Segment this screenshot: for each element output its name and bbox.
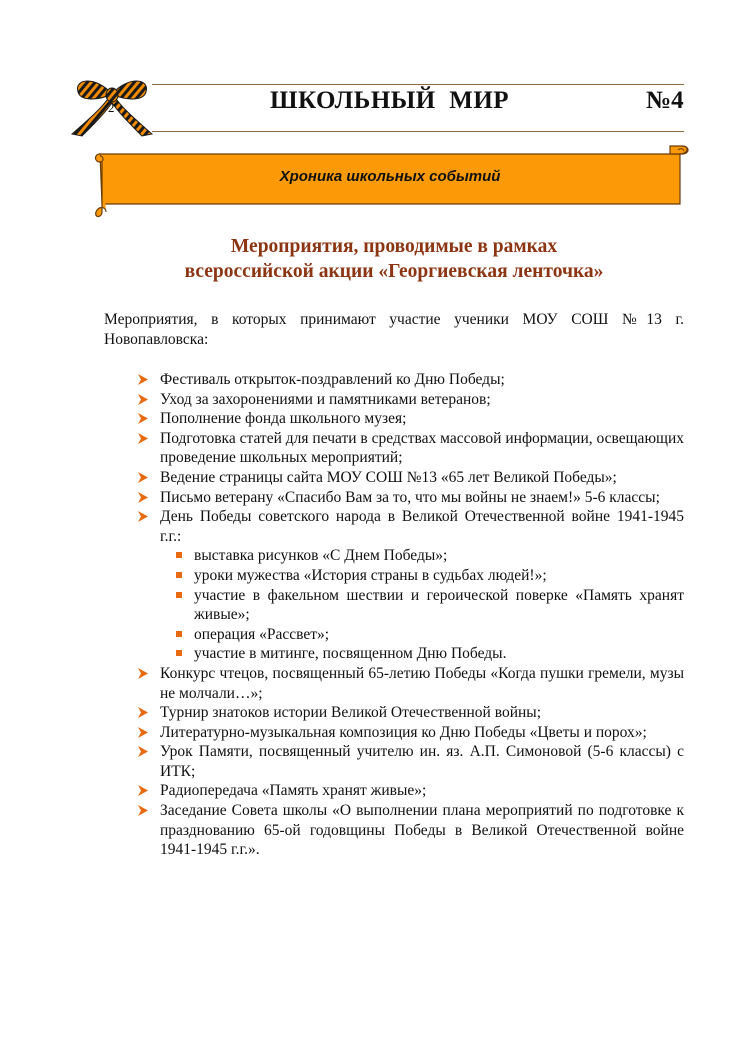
arrow-bullet-icon: [138, 492, 148, 503]
list-item: Конкурс чтецов, посвященный 65-летию Победы «Когда пушки гремели, музы не молчали…»;: [104, 664, 684, 703]
section-title: Хроника школьных событий: [279, 168, 501, 185]
header-bottom-rule: [152, 131, 684, 132]
list-item: Заседание Совета школы «О выполнении плана мероприятий по подготовке к празднованию 65-ой годовщины Победы в Великой Отечественной войне 1941-1945 г.г.».: [104, 801, 684, 860]
arrow-bullet-icon: [138, 472, 148, 483]
sub-list-item: участие в факельном шествии и героической поверке «Память хранят живые»;: [104, 586, 684, 625]
arrow-bullet-icon: [138, 707, 148, 718]
list-item: Урок Памяти, посвященный учителю ин. яз. А.П. Симоновой (5-6 классы) с ИТК;: [104, 742, 684, 781]
square-bullet-icon: [176, 552, 182, 558]
arrow-bullet-icon: [138, 433, 148, 444]
page-number: 2: [108, 100, 115, 115]
headline-line-1: Мероприятия, проводимые в рамках: [230, 236, 558, 257]
sub-list-item: участие в митинге, посвященном Дню Победы.: [104, 644, 684, 664]
square-bullet-icon: [176, 592, 182, 598]
article-intro: Мероприятия, в которых принимают участие ученики МОУ СОШ №13 г. Новопавловска:: [104, 311, 684, 348]
list-item: Турнир знатоков истории Великой Отечественной войны;: [104, 703, 684, 723]
arrow-bullet-icon: [138, 413, 148, 424]
headline-line-2: всероссийской акции «Георгиевская ленточка»: [184, 261, 604, 282]
list-item: Уход за захоронениями и памятниками ветеранов;: [104, 390, 684, 410]
arrow-bullet-icon: [138, 668, 148, 679]
header-top-rule: [152, 84, 684, 85]
sub-list-item: выставка рисунков «С Днем Победы»;: [104, 546, 684, 566]
list-item: Радиопередача «Память хранят живые»;: [104, 781, 684, 801]
square-bullet-icon: [176, 572, 182, 578]
square-bullet-icon: [176, 650, 182, 656]
events-list: [104, 370, 684, 860]
list-item: Письмо ветерану «Спасибо Вам за то, что мы войны не знаем!» 5-6 классы;: [104, 488, 684, 508]
arrow-bullet-icon: [138, 727, 148, 738]
victory-day-sublist: [160, 546, 684, 664]
arrow-bullet-icon: [138, 805, 148, 816]
list-item: Пополнение фонда школьного музея;: [104, 409, 684, 429]
list-item: Литературно-музыкальная композиция ко Дню Победы «Цветы и порох»;: [104, 723, 684, 743]
arrow-bullet-icon: [138, 394, 148, 405]
list-item: Фестиваль открыток-поздравлений ко Дню Победы;: [104, 370, 684, 390]
list-item: Ведение страницы сайта МОУ СОШ №13 «65 лет Великой Победы»;: [104, 468, 684, 488]
magazine-title: ШКОЛЬНЫЙ МИР: [270, 87, 510, 114]
sub-list-item: операция «Рассвет»;: [104, 625, 684, 645]
list-item: День Победы советского народа в Великой Отечественной войне 1941-1945 г.г.: выставка рисунков «С Днем Победы»; уроки мужества «История страны в судьбах людей!»; участие в факельном шествии и героической поверке «Память хранят живые»; операция «Рассвет»; участие в митинге, посвященном Дню Победы.: [104, 507, 684, 664]
list-item: Подготовка статей для печати в средствах массовой информации, освещающих проведение школьных мероприятий;: [104, 429, 684, 468]
arrow-bullet-icon: [138, 785, 148, 796]
issue-number: №4: [646, 87, 684, 114]
arrow-bullet-icon: [138, 511, 148, 522]
arrow-bullet-icon: [138, 746, 148, 757]
sub-list-item: уроки мужества «История страны в судьбах людей!»;: [104, 566, 684, 586]
arrow-bullet-icon: [138, 374, 148, 385]
square-bullet-icon: [176, 631, 182, 637]
article-headline: [104, 234, 684, 284]
